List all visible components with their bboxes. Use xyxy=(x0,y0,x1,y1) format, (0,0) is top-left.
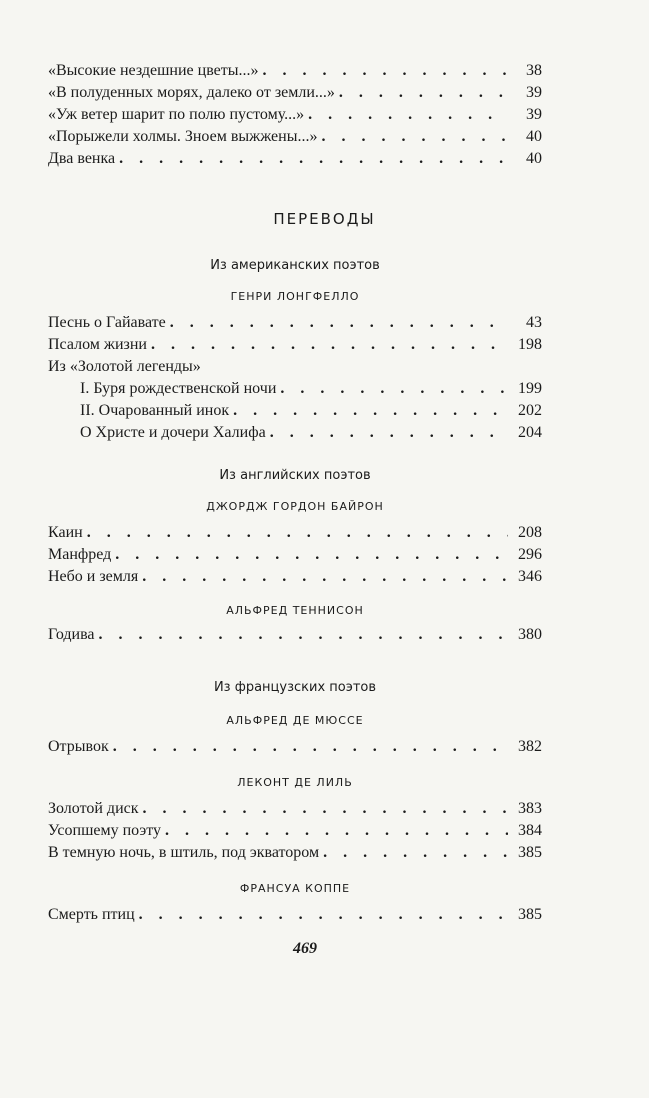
entry-title: «Порыжели холмы. Зноем выжжены...» xyxy=(48,128,318,145)
leader-dots xyxy=(280,378,508,400)
toc-entry xyxy=(48,904,542,926)
toc-entry xyxy=(48,104,542,126)
entry-title: II. Очарованный инок xyxy=(80,402,230,419)
leader-dots xyxy=(143,798,509,820)
entry-title: Песнь о Гайавате xyxy=(48,314,166,331)
entry-page: 385 xyxy=(518,906,542,923)
subheading-title: Из «Золотой легенды» xyxy=(48,358,201,375)
toc-entry xyxy=(48,842,542,864)
leader-dots xyxy=(87,522,508,544)
entry-title: «В полуденных морях, далеко от земли...» xyxy=(48,84,335,101)
entry-title: Годива xyxy=(48,626,95,643)
entry-page: 198 xyxy=(518,336,542,353)
toc-entry xyxy=(80,422,542,444)
entry-title: Усопшему поэту xyxy=(48,822,162,839)
entry-title: Золотой диск xyxy=(48,800,139,817)
entry-page: 199 xyxy=(518,380,542,397)
toc-entry xyxy=(48,148,542,170)
entry-title: Отрывок xyxy=(48,738,109,755)
entry-page: 40 xyxy=(526,150,542,167)
entry-page: 384 xyxy=(518,822,542,839)
group-title: Из американских поэтов xyxy=(210,258,380,273)
toc-entry xyxy=(48,82,542,104)
entry-page: 382 xyxy=(518,738,542,755)
leader-dots xyxy=(263,60,508,82)
author-name: АЛЬФРЕД ТЕННИСОН xyxy=(226,604,364,617)
leader-dots xyxy=(308,104,508,126)
toc-entry xyxy=(48,126,542,148)
group-title: Из английских поэтов xyxy=(219,468,371,483)
entry-page: 43 xyxy=(526,314,542,331)
leader-dots xyxy=(119,148,508,170)
entry-title: I. Буря рождественской ночи xyxy=(80,380,277,397)
entry-title: Смерть птиц xyxy=(48,906,135,923)
entry-title: В темную ночь, в штиль, под экватором xyxy=(48,844,320,861)
toc-entry xyxy=(48,522,542,544)
toc-entry xyxy=(80,378,542,400)
toc-entry xyxy=(48,736,542,758)
entry-title: Каин xyxy=(48,524,83,541)
entry-page: 40 xyxy=(526,128,542,145)
toc-subheading xyxy=(48,356,542,378)
entry-page: 202 xyxy=(518,402,542,419)
toc-entry xyxy=(48,312,542,334)
page-number: 469 xyxy=(293,940,317,957)
author-name: ГЕНРИ ЛОНГФЕЛЛО xyxy=(230,290,360,303)
toc-entry xyxy=(48,820,542,842)
leader-dots xyxy=(233,400,508,422)
entry-page: 383 xyxy=(518,800,542,817)
author-name: ФРАНСУА КОППЕ xyxy=(239,882,351,895)
entry-page: 385 xyxy=(518,844,542,861)
entry-title: Манфред xyxy=(48,546,112,563)
leader-dots xyxy=(139,904,508,926)
entry-page: 39 xyxy=(526,84,542,101)
group-title: Из французских поэтов xyxy=(213,680,377,695)
leader-dots xyxy=(115,544,508,566)
leader-dots xyxy=(170,312,508,334)
leader-dots xyxy=(270,422,508,444)
entry-page: 39 xyxy=(526,106,542,123)
leader-dots xyxy=(339,82,508,104)
entry-title: О Христе и дочери Халифа xyxy=(80,424,266,441)
toc-entry xyxy=(48,566,542,588)
entry-title: Псалом жизни xyxy=(48,336,147,353)
entry-page: 38 xyxy=(526,62,542,79)
entry-page: 296 xyxy=(518,546,542,563)
entry-title: Небо и земля xyxy=(48,568,139,585)
toc-entry xyxy=(48,60,542,82)
leader-dots xyxy=(323,842,508,864)
leader-dots xyxy=(99,624,508,646)
leader-dots xyxy=(142,566,508,588)
entry-page: 346 xyxy=(518,568,542,585)
entry-page: 208 xyxy=(518,524,542,541)
section-title: ПЕРЕВОДЫ xyxy=(273,210,376,228)
toc-entry xyxy=(48,334,542,356)
toc-entry xyxy=(48,624,542,646)
leader-dots xyxy=(151,334,508,356)
leader-dots xyxy=(113,736,508,758)
toc-entry xyxy=(48,544,542,566)
entry-title: «Уж ветер шарит по полю пустому...» xyxy=(48,106,305,123)
entry-page: 204 xyxy=(518,424,542,441)
toc-entry xyxy=(80,400,542,422)
author-name: АЛЬФРЕД ДЕ МЮССЕ xyxy=(226,714,364,727)
author-name: ЛЕКОНТ ДЕ ЛИЛЬ xyxy=(237,776,353,789)
entry-title: Два венка xyxy=(48,150,116,167)
toc-entry xyxy=(48,798,542,820)
entry-title: «Высокие нездешние цветы...» xyxy=(48,62,259,79)
author-name: ДЖОРДЖ ГОРДОН БАЙРОН xyxy=(206,500,384,513)
entry-page: 380 xyxy=(518,626,542,643)
leader-dots xyxy=(165,820,508,842)
leader-dots xyxy=(321,126,508,148)
